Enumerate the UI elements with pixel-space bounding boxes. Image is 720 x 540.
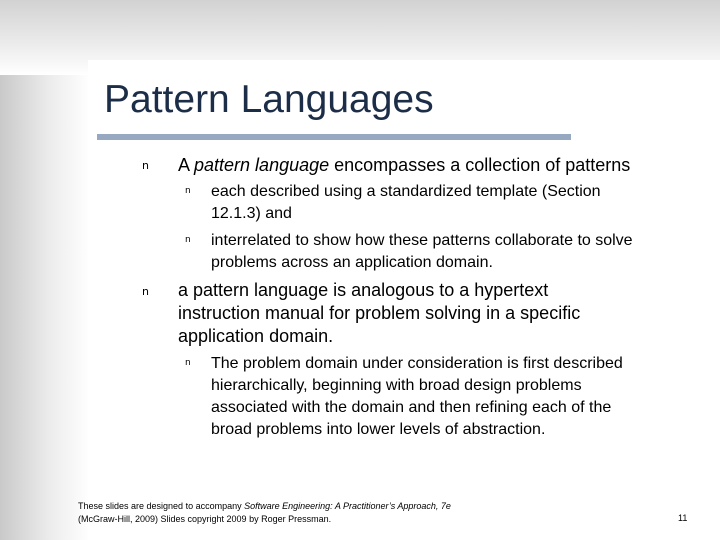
sub-bullet-marker-1-2: n <box>185 235 191 245</box>
slide-footer <box>78 500 451 526</box>
sub-bullet-marker-2-1: n <box>185 358 191 368</box>
bullet-marker-1: n <box>142 159 149 172</box>
page-number: 11 <box>678 513 688 523</box>
footer-line-1: These slides are designed to accompany Software Engineering: A Practitioner’s Approach, 7e <box>78 501 451 511</box>
sub-bullet-marker-1-1: n <box>185 186 191 196</box>
bullet-1-emphasis: pattern language <box>194 155 330 175</box>
bullet-2-text: a pattern language is analogous to a hypertext instruction manual for problem solving in a specific application domain. <box>178 280 581 346</box>
sub-bullet-1-2-text: interrelated to show how these patterns collaborate to solve problems across an application domain. <box>211 232 633 271</box>
sub-bullet-1-1-text: each described using a standardized template (Section 12.1.3) and <box>211 183 601 222</box>
title-underline <box>97 134 571 140</box>
bullet-1-text: A pattern language encompasses a collection of patterns <box>178 155 631 175</box>
slide-title: Pattern Languages <box>104 78 434 121</box>
bullet-marker-2: n <box>142 285 149 298</box>
background-left-band <box>0 0 90 540</box>
footer-line-2: (McGraw-Hill, 2009) Slides copyright 2009 by Roger Pressman. <box>78 514 332 524</box>
sub-bullet-2-1-text: The problem domain under consideration is first described hierarchically, beginning with broad design problems associated with the domain and then refining each of the broad problems into lower levels of abstraction. <box>211 355 623 438</box>
